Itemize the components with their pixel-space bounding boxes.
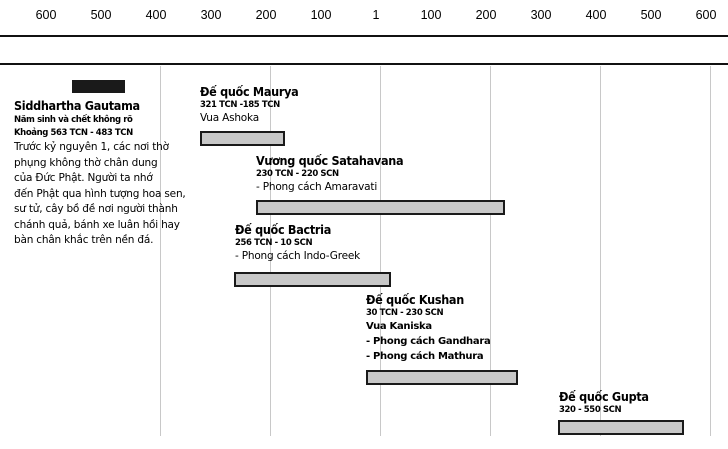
period-title: Đế quốc Kushan xyxy=(366,292,464,307)
axis-rule-top xyxy=(0,35,728,37)
period-dates: 256 TCN - 10 SCN xyxy=(235,238,313,248)
axis-tick-100-bce: 100 xyxy=(310,8,332,22)
siddhartha-bar xyxy=(72,80,125,93)
description-line: đến Phật qua hình tượng hoa sen, xyxy=(14,187,186,200)
axis-tick-200-ce: 200 xyxy=(475,8,497,22)
period-dates: 230 TCN - 220 SCN xyxy=(256,169,339,179)
period-gupta xyxy=(559,389,649,416)
period-note: - Phong cách Indo-Greek xyxy=(235,250,360,262)
axis-tick-600-bce: 600 xyxy=(35,8,57,22)
period-satahavana xyxy=(256,153,403,195)
siddhartha-name: Siddhartha Gautama xyxy=(14,98,140,113)
period-maurya xyxy=(200,84,298,126)
bar-gupta xyxy=(558,420,684,435)
period-note: Vua Kaniska xyxy=(366,321,432,332)
bar-maurya xyxy=(200,131,285,146)
period-dates: 320 - 550 SCN xyxy=(559,405,622,415)
bar-bactria xyxy=(234,272,391,287)
grid-line xyxy=(600,66,601,436)
axis-tick-600-ce: 600 xyxy=(695,8,717,22)
description-line: Trước kỷ nguyên 1, các nơi thờ xyxy=(14,141,169,153)
axis-tick-300-bce: 300 xyxy=(200,8,222,22)
period-note: - Phong cách Amaravati xyxy=(256,181,378,193)
period-dates: 30 TCN - 230 SCN xyxy=(366,308,444,318)
axis-tick-500-ce: 500 xyxy=(640,8,662,22)
axis-tick-400-bce: 400 xyxy=(145,8,167,22)
period-kushan xyxy=(366,292,490,364)
period-note: - Phong cách Gandhara xyxy=(366,336,491,347)
axis-tick-400-ce: 400 xyxy=(585,8,607,22)
axis-tick-200-bce: 200 xyxy=(255,8,277,22)
description-line: chánh quả, bánh xe luân hồi hay xyxy=(14,218,180,231)
bar-kushan xyxy=(366,370,518,385)
description-line: bàn chân khắc trên nền đá. xyxy=(14,234,154,246)
period-note: - Phong cách Mathura xyxy=(366,351,484,362)
bar-satahavana xyxy=(256,200,505,215)
description-line: của Đức Phật. Người ta nhớ xyxy=(14,172,153,184)
period-bactria xyxy=(235,222,360,264)
siddhartha-block xyxy=(14,98,186,249)
description-line: sư tử, cây bồ đề nơi người thành xyxy=(14,203,178,215)
description-line: phụng không thờ chân dung xyxy=(14,156,158,169)
period-title: Đế quốc Gupta xyxy=(559,389,649,404)
period-title: Đế quốc Bactria xyxy=(235,222,332,237)
axis-tick-500-bce: 500 xyxy=(90,8,112,22)
grid-line xyxy=(710,66,711,436)
period-title: Đế quốc Maurya xyxy=(200,84,299,99)
siddhartha-description xyxy=(14,140,186,249)
period-note: Vua Ashoka xyxy=(200,112,259,124)
siddhartha-dates-note: Năm sinh và chết không rõ xyxy=(14,115,133,125)
axis-tick-100-ce: 100 xyxy=(420,8,442,22)
axis-tick-1: 1 xyxy=(372,8,380,22)
axis-tick-300-ce: 300 xyxy=(530,8,552,22)
period-title: Vương quốc Satahavana xyxy=(256,153,404,168)
siddhartha-dates: Khoảng 563 TCN - 483 TCN xyxy=(14,128,133,138)
axis-rule-bottom xyxy=(0,63,728,65)
period-dates: 321 TCN -185 TCN xyxy=(200,100,280,110)
